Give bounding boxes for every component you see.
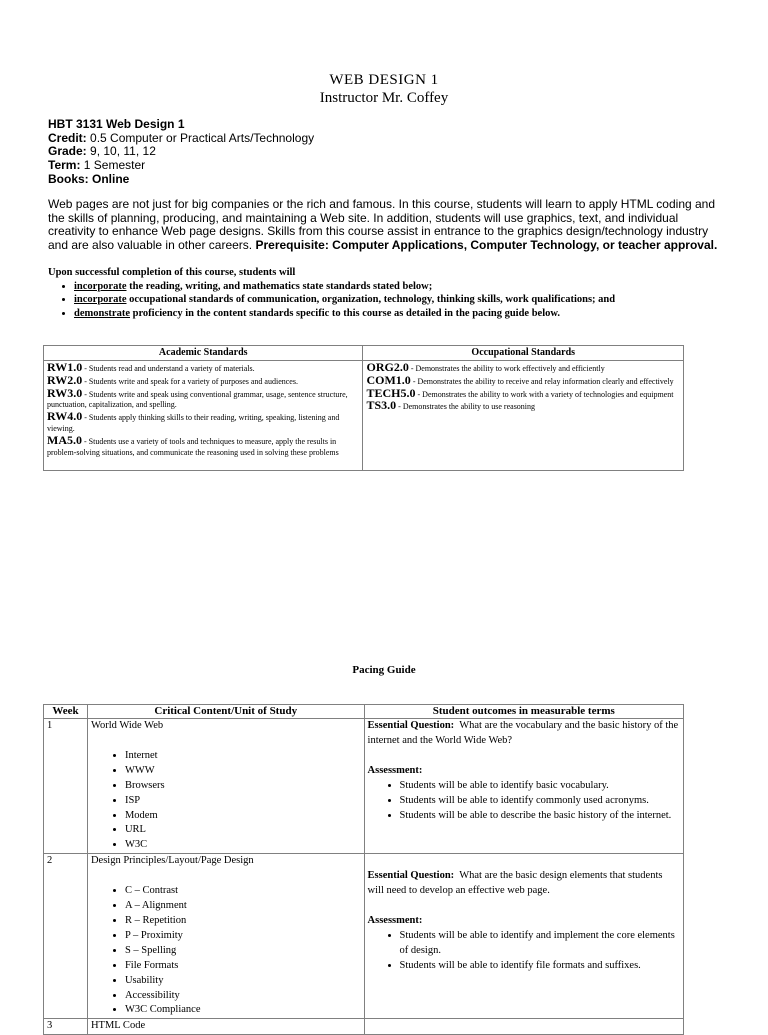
topic-list xyxy=(91,749,361,853)
standard-item xyxy=(47,411,359,435)
unit-cell xyxy=(87,854,364,1019)
list-item: • URL xyxy=(125,823,361,838)
standard-item xyxy=(366,362,680,375)
unit-cell xyxy=(87,1019,364,1035)
outcomes-list xyxy=(48,280,738,321)
standard-text: - Students use a variety of tools and techniques to measure, apply the results in problem-solving situations, and communicate the reasoning used in solving these problems xyxy=(47,436,339,457)
course-code: HBT 3131 Web Design 1 xyxy=(48,117,185,131)
standard-code: TECH5.0 xyxy=(366,385,416,400)
standard-code: RW3.0 xyxy=(47,385,83,400)
pacing-guide-table xyxy=(43,704,684,1035)
instructor-heading: Instructor Mr. Coffey xyxy=(319,90,449,106)
outcome-verb: incorporate xyxy=(74,294,127,306)
table-row xyxy=(44,719,684,854)
unit-title: HTML Code xyxy=(90,1020,146,1032)
assessment-label: Assessment: xyxy=(367,915,423,927)
list-item: • File Formats xyxy=(125,959,361,974)
table-row xyxy=(44,1019,684,1035)
list-item: • WWW xyxy=(125,764,361,779)
list-item: • R – Repetition xyxy=(125,914,361,929)
course-info xyxy=(48,118,314,187)
essential-question-text: What are the vocabulary and the basic history of the internet and the World Wide Web? xyxy=(367,720,679,746)
topic-list xyxy=(91,884,361,1018)
term-label: Term: xyxy=(48,158,81,173)
list-item: • ISP xyxy=(125,794,361,809)
list-item: • Students will be able to identify basic vocabulary. xyxy=(400,779,680,794)
list-item: • Students will be able to identify and implement the core elements of design. xyxy=(400,929,680,959)
term-value: 1 Semester xyxy=(83,158,146,173)
occupational-standards-header: Occupational Standards xyxy=(363,346,684,361)
standard-text: - Demonstrates the ability to work effectively and efficiently xyxy=(408,364,605,373)
list-item: • Students will be able to identify commonly used acronyms. xyxy=(400,794,680,809)
week-cell: 1 xyxy=(44,719,88,854)
essential-question xyxy=(368,869,680,899)
list-item: • A – Alignment xyxy=(125,899,361,914)
table-row xyxy=(44,854,684,1019)
outcome-item xyxy=(74,293,738,307)
list-item: • P – Proximity xyxy=(125,929,361,944)
outcome-cell xyxy=(364,854,683,1019)
standard-code: ORG2.0 xyxy=(366,360,409,374)
books-value: Online xyxy=(92,171,130,186)
standard-item xyxy=(47,372,359,388)
standard-item xyxy=(366,385,680,401)
standard-text: - Students write and speak using conventional grammar, usage, sentence structure, punctuation, capitalization, and spelling. xyxy=(47,389,348,410)
list-item: • Internet xyxy=(125,749,361,764)
list-item: • Modem xyxy=(125,809,361,824)
list-item: • Browsers xyxy=(125,779,361,794)
outcomes-section xyxy=(48,266,738,320)
standard-text: - Students apply thinking skills to their reading, writing, speaking, listening and viewing. xyxy=(47,413,340,433)
week-header: Week xyxy=(44,705,88,719)
outcomes-lead: Upon successful completion of this course, students will xyxy=(48,267,296,278)
document-title: WEB DESIGN 1 xyxy=(329,72,439,88)
standard-code: TS3.0 xyxy=(366,398,397,413)
list-item: • Accessibility xyxy=(125,989,361,1004)
grade-value: 9, 10, 11, 12 xyxy=(90,144,156,159)
assessment-list xyxy=(368,929,680,974)
list-item: • S – Spelling xyxy=(125,944,361,959)
outcome-verb: demonstrate xyxy=(74,307,130,319)
standard-text: - Demonstrates the ability to receive and relay information clearly and effectively xyxy=(410,376,674,386)
grade-label: Grade: xyxy=(48,144,87,159)
unit-title: World Wide Web xyxy=(90,720,164,731)
essential-question-label: Essential Question: xyxy=(367,720,455,731)
standard-text: - Demonstrates the ability to use reasoning xyxy=(396,402,536,412)
assessment-label: Assessment: xyxy=(367,764,423,776)
standard-code: RW4.0 xyxy=(47,409,83,424)
essential-question xyxy=(368,719,680,749)
essential-question-label: Essential Question: xyxy=(367,870,455,882)
outcome-cell xyxy=(364,1019,683,1035)
list-item: • W3C Compliance xyxy=(125,1003,361,1018)
academic-standards-cell xyxy=(44,361,363,471)
week-cell: 2 xyxy=(44,854,88,1019)
prerequisite-text: Prerequisite: Computer Applications, Computer Technology, or teacher approval. xyxy=(255,237,718,252)
outcome-item xyxy=(74,280,738,294)
credit-value: 0.5 Computer or Practical Arts/Technology xyxy=(90,130,315,145)
outcome-text: occupational standards of communication, organization, technology, thinking skills, work qualifications; and xyxy=(126,294,616,306)
list-item: • C – Contrast xyxy=(125,884,361,899)
credit-label: Credit: xyxy=(48,130,87,145)
unit-header: Critical Content/Unit of Study xyxy=(87,705,364,719)
essential-question-text: What are the basic design elements that students will need to develop an effective web page. xyxy=(367,870,663,897)
course-description xyxy=(48,198,728,252)
standards-table xyxy=(43,345,684,471)
unit-title: Design Principles/Layout/Page Design xyxy=(90,855,254,867)
standard-code: MA5.0 xyxy=(47,432,82,447)
occupational-standards-cell xyxy=(363,361,684,471)
list-item: • W3C xyxy=(125,838,361,853)
standard-code: RW2.0 xyxy=(47,372,83,387)
outcomes-header: Student outcomes in measurable terms xyxy=(364,705,683,719)
description-text: Web pages are not just for big companies or the rich and famous. In this course, students will learn to apply HTML coding and the skills of planning, producing, and maintaining a Web site. In addition, students will use graphics, text, and individual creativity to enhance Web page designs. Skills from this course assist in entrance to the graphics design/technology industry and are also valuable in other careers. xyxy=(48,197,716,252)
pacing-guide-title: Pacing Guide xyxy=(352,664,416,676)
standard-text: - Students read and understand a variety of materials. xyxy=(82,364,255,373)
outcome-text: the reading, writing, and mathematics state standards stated below; xyxy=(126,280,433,292)
outcome-item xyxy=(74,307,738,321)
standard-code: COM1.0 xyxy=(366,372,411,387)
outcome-cell xyxy=(364,719,683,854)
list-item: • Students will be able to describe the basic history of the internet. xyxy=(400,809,680,824)
standard-item xyxy=(366,400,680,413)
unit-cell xyxy=(87,719,364,854)
list-item: • Students will be able to identify file formats and suffixes. xyxy=(400,959,680,974)
academic-standards-header: Academic Standards xyxy=(44,346,363,361)
assessment-list xyxy=(368,779,680,824)
standard-text: - Students write and speak for a variety of purposes and audiences. xyxy=(82,376,298,386)
books-label: Books: xyxy=(48,171,89,186)
standard-text: - Demonstrates the ability to work with a variety of technologies and equipment xyxy=(415,389,674,399)
week-cell: 3 xyxy=(44,1019,88,1035)
standard-item xyxy=(47,385,359,412)
standard-item xyxy=(47,362,359,375)
standard-code: RW1.0 xyxy=(47,360,83,374)
outcome-text: proficiency in the content standards specific to this course as detailed in the pacing guide below. xyxy=(130,307,561,319)
outcome-verb: incorporate xyxy=(74,280,127,292)
standard-item xyxy=(47,432,359,459)
list-item: • Usability xyxy=(125,974,361,989)
